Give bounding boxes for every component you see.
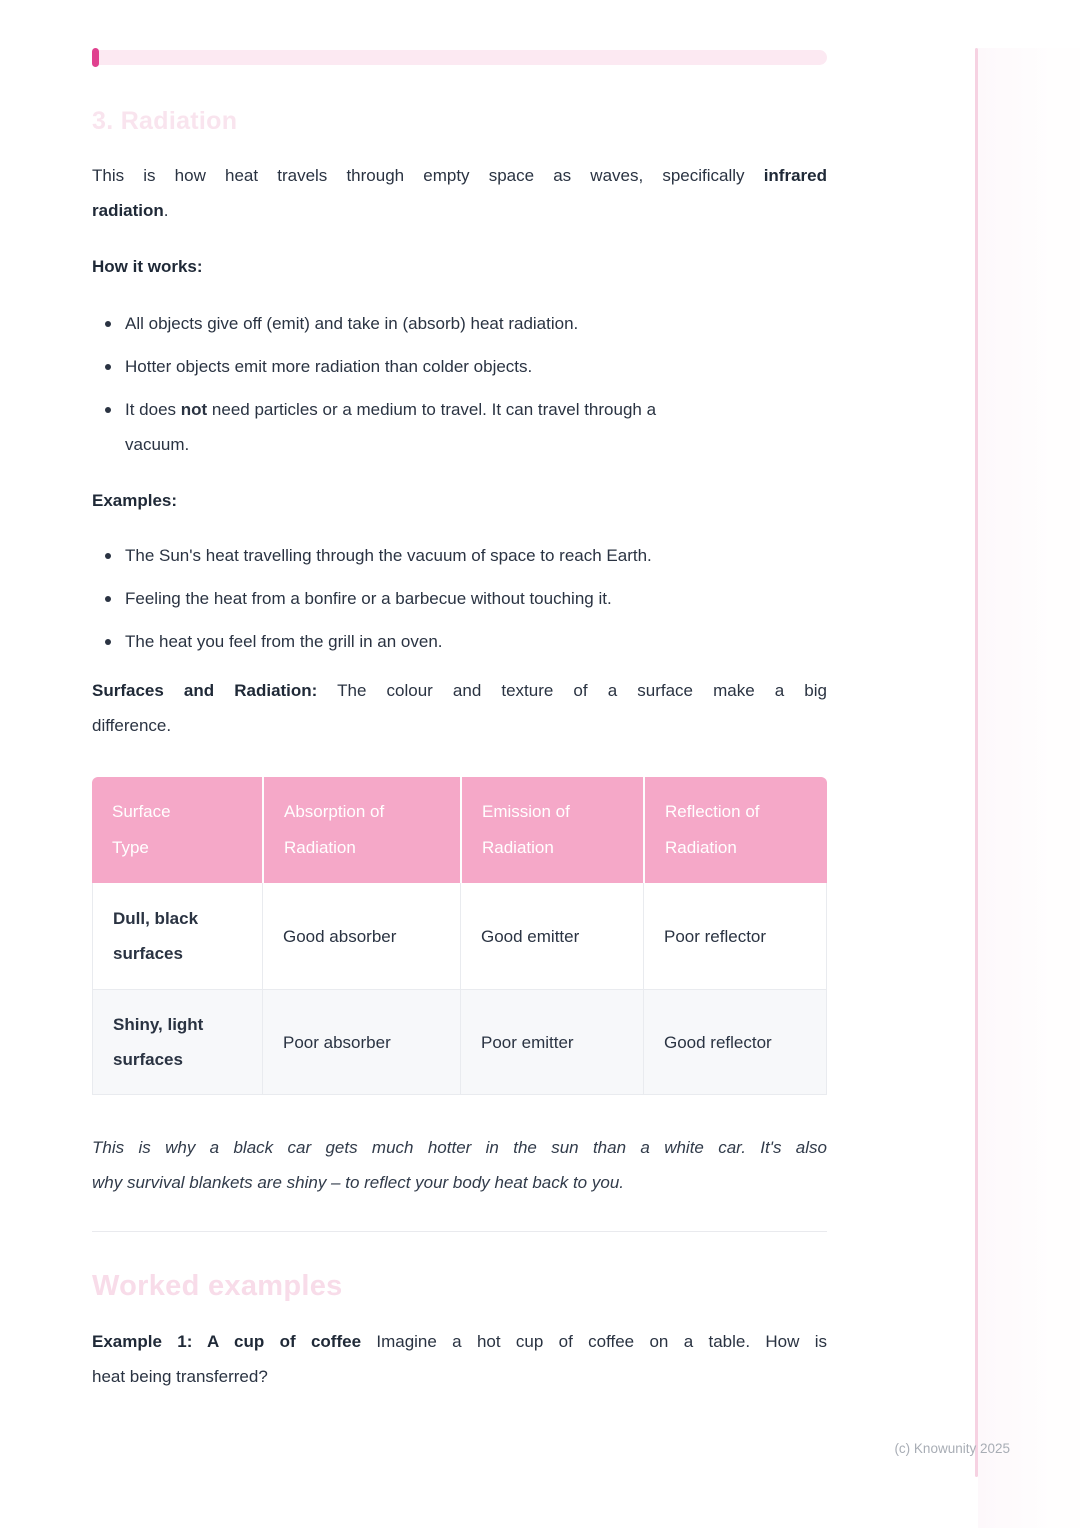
list-item-text-part: vacuum. [125,435,190,454]
worked-examples-title: Worked examples [92,1270,343,1302]
list-item [92,581,827,616]
how-it-works-label: How it works: [92,257,203,276]
list-item-text: Hotter objects emit more radiation than colder objects. [125,357,533,376]
example1-line-2 [92,1359,827,1394]
table-cell: Good emitter [460,883,643,989]
bullet-icon [92,306,125,341]
bullet-icon [92,538,125,573]
intro-bold: radiation [92,201,164,220]
surfaces-bold: Surfaces and Radiation: [92,681,318,700]
table-cell: Poor emitter [460,989,643,1095]
note-line-1: This is why a black car gets much hotter in the sun than a white car. It's also [92,1138,827,1157]
list-item-text [125,392,827,462]
list-item [92,349,827,384]
table-cell: Poor reflector [643,883,827,989]
progress-marker [92,48,99,67]
list-item-text: Feeling the heat from a bonfire or a barbecue without touching it. [125,589,612,608]
page-edge-accent-line [975,48,978,1477]
table-cell-surface: Shiny, light surfaces [92,989,262,1095]
surfaces-text: difference. [92,716,172,735]
content-column [92,0,827,1394]
list-item [92,624,827,659]
how-it-works-list [92,306,827,462]
bullet-icon [92,624,125,659]
radiation-surfaces-table [92,777,827,1095]
table-cell: Good reflector [643,989,827,1095]
list-item [92,306,827,341]
bullet-icon [92,581,125,616]
intro-line-2 [92,193,827,228]
surfaces-line-1 [92,673,827,708]
table-row [92,883,827,989]
note-line-2: why survival blankets are shiny – to reflect your body heat back to you. [92,1173,624,1192]
note-paragraph [92,1130,827,1200]
intro-text: This is how heat travels through empty space as waves, specifically [92,166,764,185]
section-divider [92,1231,827,1232]
table-cell: Poor absorber [262,989,460,1095]
column-header: Absorption of Radiation [262,777,460,883]
example1-line-1 [92,1324,827,1359]
bullet-icon [92,349,125,384]
column-header: Reflection of Radiation [643,777,827,883]
surfaces-text: The colour and texture of a surface make a big [317,681,827,700]
examples-label: Examples: [92,491,178,510]
list-item-text: All objects give off (emit) and take in (absorb) heat radiation. [125,314,579,333]
intro-paragraph [92,158,827,228]
column-header: Emission of Radiation [460,777,643,883]
footer-copyright: (c) Knowunity 2025 [894,1441,1010,1456]
example1-text: heat being transferred? [92,1367,268,1386]
bullet-icon [92,392,125,462]
surfaces-paragraph [92,673,827,743]
column-header: Surface Type [92,777,262,883]
intro-bold: infrared [763,166,827,185]
section-title: 3. Radiation [92,107,238,135]
list-item-text-part: It does [125,400,181,419]
intro-text: . [163,201,169,220]
example1-text: Imagine a hot cup of coffee on a table. How is [361,1332,827,1351]
table-row [92,989,827,1095]
right-margin-band [978,48,1080,1528]
list-item-text: The heat you feel from the grill in an oven. [125,632,443,651]
examples-list [92,538,827,659]
list-item [92,538,827,573]
list-item-text-part: need particles or a medium to travel. It can travel through a [207,400,657,419]
list-item [92,392,827,462]
example1-paragraph [92,1324,827,1394]
list-item-bold: not [180,400,208,419]
table-cell: Good absorber [262,883,460,989]
intro-line-1 [92,158,827,193]
table-header-row [92,777,827,883]
list-item-text: The Sun's heat travelling through the vacuum of space to reach Earth. [125,546,652,565]
example1-bold: Example 1: A cup of coffee [92,1332,362,1351]
progress-bar [92,50,827,65]
surfaces-line-2 [92,708,827,743]
table-cell-surface: Dull, black surfaces [92,883,262,989]
